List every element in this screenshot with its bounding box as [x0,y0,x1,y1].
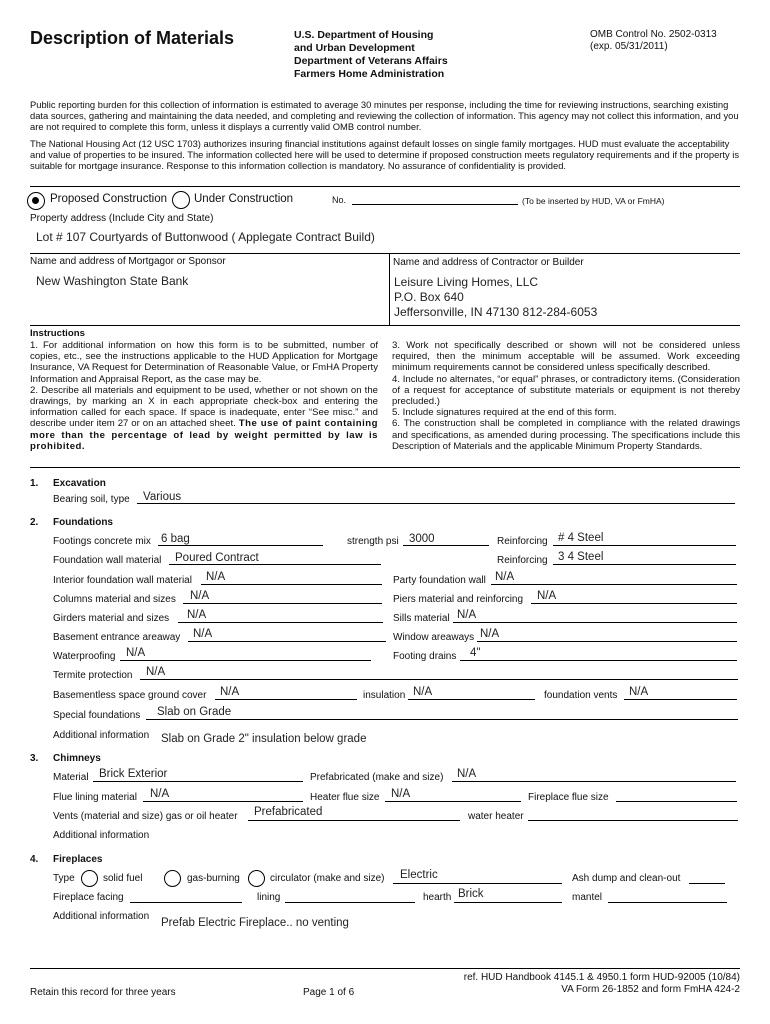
prefabricated-field[interactable]: N/A [457,768,477,780]
interior-wall-line [201,584,382,585]
gas-burning-label: gas-burning [187,873,240,884]
flue-lining-field[interactable]: N/A [150,788,170,800]
section-number: 1. [30,478,39,489]
instruction-item-text: 2. Describe all materials and equipment to be used, whether or not shown on the drawings, by marking an X in each appropriate check-box and entering the information called for each space. If space is inadequate, enter “See misc.” and describe under item 27 or on an attached sheet. [30,384,378,430]
piers-label: Piers material and reinforcing [393,594,524,605]
column-divider [389,253,390,325]
ground-cover-line [215,699,357,700]
reinforcing-label: Reinforcing [497,536,548,547]
form-reference-line: ref. HUD Handbook 4145.1 & 4950.1 form HUD-92005 (10/84) [463,972,740,983]
housing-act-statement: The National Housing Act (12 USC 1703) authorizes insuring financial institutions against default losses on single family mortgages. HUD must evaluate the acceptability and value of properties to be insured. The information collected here will be used to determine if proposed construction meets regulatory requirements and if the property is suitable for mortgage insurance. Response to this information collection is mandatory. No assurance of confidentiality is provided. [30,138,740,172]
page-number: Page 1 of 6 [303,987,355,998]
hearth-line [454,902,562,903]
termite-label: Termite protection [53,670,133,681]
case-no-note: (To be inserted by HUD, VA or FmHA) [522,196,665,206]
property-address-label: Property address (Include City and State) [30,213,214,224]
agency-line: Department of Veterans Affairs [294,55,448,67]
hearth-label: hearth [423,892,452,903]
property-address-field[interactable]: Lot # 107 Courtyards of Buttonwood ( Applegate Contract Build) [36,230,375,244]
section-title-excavation: Excavation [53,478,106,489]
gas-burning-checkbox[interactable] [164,870,181,887]
special-foundations-field[interactable]: Slab on Grade [157,706,232,718]
fireplace-facing-field[interactable] [130,902,242,903]
window-areaways-label: Window areaways [393,632,475,643]
foundation-wall-line [169,564,381,565]
chimneys-additional-label: Additional information [53,830,150,841]
fireplaces-additional-label: Additional information [53,911,150,922]
solid-fuel-checkbox[interactable] [81,870,98,887]
omb-block [590,29,717,53]
instructions-right [392,340,740,452]
columns-label: Columns material and sizes [53,594,176,605]
agency-line: U.S. Department of Housing [294,29,434,41]
ash-dump-field[interactable] [689,883,725,884]
fireplaces-additional-field[interactable]: Prefab Electric Fireplace.. no venting [161,917,349,929]
ground-cover-field[interactable]: N/A [220,686,240,698]
omb-expiration: (exp. 05/31/2011) [590,41,668,52]
entrance-areaway-label: Basement entrance areaway [53,632,181,643]
window-areaways-field[interactable]: N/A [480,628,500,640]
waterproofing-line [120,660,371,661]
case-no-label: No. [332,195,347,205]
bearing-soil-field[interactable]: Various [143,491,182,503]
foundation-vents-line [624,699,737,700]
foundations-additional-field[interactable]: Slab on Grade 2" insulation below grade [161,733,367,745]
contractor-field[interactable] [394,275,597,320]
waterproofing-label: Waterproofing [53,651,116,662]
form-reference-line: VA Form 26-1852 and form FmHA 424-2 [561,984,740,995]
entrance-areaway-field[interactable]: N/A [193,628,213,640]
agency-block [294,29,448,81]
fireplace-flue-label: Fireplace flue size [528,792,609,803]
proposed-construction-label: Proposed Construction [50,193,167,205]
heater-flue-field[interactable]: N/A [391,788,411,800]
interior-wall-label: Interior foundation wall material [53,575,192,586]
divider [30,325,740,326]
vents-field[interactable]: Prefabricated [254,806,323,818]
girders-label: Girders material and sizes [53,613,170,624]
foundation-wall-field[interactable]: Poured Contract [175,552,259,564]
under-construction-radio[interactable] [172,191,190,209]
prefabricated-label: Prefabricated (make and size) [310,772,444,783]
instruction-item [30,385,378,452]
foundations-additional-label: Additional information [53,730,150,741]
footing-drains-label: Footing drains [393,651,457,662]
instructions-left [30,340,378,452]
mortgagor-label: Name and address of Mortgagor or Sponsor [30,256,226,267]
instructions-heading: Instructions [30,328,85,339]
agency-line: and Urban Development [294,42,415,54]
water-heater-label: water heater [468,811,524,822]
girders-field[interactable]: N/A [187,609,207,621]
sills-label: Sills material [393,613,450,624]
girders-line [178,622,383,623]
special-foundations-line [146,719,738,720]
lining-label: lining [257,892,281,903]
footings-field[interactable]: 6 bag [161,533,190,545]
circulator-field[interactable]: Electric [400,869,438,881]
divider [30,253,740,254]
lining-field[interactable] [285,902,415,903]
mantel-field[interactable] [608,902,727,903]
termite-line [140,679,738,680]
reinforcing-field[interactable]: 3 4 Steel [558,551,604,563]
form-references [464,972,740,996]
lead-paint-warning: The use of paint containing more than the percentage of lead by weight permitted by law is prohibited. [30,418,379,452]
instruction-item: 6. The construction shall be completed in compliance with the related drawings and specifications, as amended during processing. The specifications include this Description of Materials and the applicable Minimum Property Standards. [392,418,740,452]
strength-label: strength psi [347,536,399,547]
omb-control-number: OMB Control No. 2502-0313 [590,29,717,40]
fireplace-facing-label: Fireplace facing [53,892,124,903]
instruction-item: 1. For additional information on how this form is to be submitted, number of copies, etc., see the instructions applicable to the HUD Application for Mortgage Insurance, VA Request for Determination of Reasonable Value, or FmHA Property Information and Appraisal Report, as the case may be. [30,340,378,385]
footer-divider [30,968,740,969]
reinforcing-line [553,545,736,546]
insulation-field[interactable]: N/A [413,686,433,698]
contractor-line: Leisure Living Homes, LLC [394,275,539,289]
bearing-soil-label: Bearing soil, type [53,494,130,505]
fireplace-type-label: Type [53,873,75,884]
termite-field[interactable]: N/A [146,666,166,678]
mortgagor-field[interactable]: New Washington State Bank [36,274,189,288]
sills-line [453,622,737,623]
insulation-label: insulation [363,690,406,701]
footing-drains-field[interactable]: 4" [470,647,481,659]
contractor-label: Name and address of Contractor or Builder [393,257,584,268]
footings-line [158,545,323,546]
solid-fuel-label: solid fuel [103,873,143,884]
reinforcing-label: Reinforcing [497,555,548,566]
vents-label: Vents (material and size) gas or oil heater [53,811,238,822]
instruction-item: 4. Include no alternates, “or equal” phrases, or contradictory items. (Consideration of a request for acceptance of substitute materials or equipment is not thereby precluded.) [392,373,740,408]
under-construction-label: Under Construction [194,193,294,205]
circulator-line [393,883,562,884]
sills-field[interactable]: N/A [457,609,477,621]
instruction-item: 3. Work not specifically described or shown will not be considered unless required, then the minimum acceptable will be assumed. Work exceeding minimum requirements cannot be considered unless specifically described. [392,340,740,374]
instruction-item: 5. Include signatures required at the end of this form. [392,407,617,419]
section-title-foundations: Foundations [53,517,113,528]
section-title-chimneys: Chimneys [53,753,101,764]
bearing-soil-line [137,503,735,504]
strength-field[interactable]: 3000 [409,533,435,545]
section-number: 4. [30,854,39,865]
agency-line: Farmers Home Administration [294,68,445,80]
circulator-label: circulator (make and size) [270,873,385,884]
section-number: 3. [30,753,39,764]
footings-label: Footings concrete mix [53,536,151,547]
fireplace-flue-field[interactable] [616,801,737,802]
columns-field[interactable]: N/A [190,590,210,602]
entrance-areaway-line [188,641,386,642]
circulator-checkbox[interactable] [248,870,265,887]
reinforcing-line [553,564,736,565]
contractor-line: Jeffersonville, IN 47130 812-284-6053 [394,305,598,319]
columns-line [183,603,382,604]
ash-dump-label: Ash dump and clean-out [572,873,681,884]
ground-cover-label: Basementless space ground cover [53,690,207,701]
flue-lining-label: Flue lining material [53,792,137,803]
heater-flue-line [385,801,521,802]
strength-line [403,545,489,546]
party-wall-field[interactable]: N/A [495,571,515,583]
piers-field[interactable]: N/A [537,590,557,602]
section-number: 2. [30,517,39,528]
vents-line [248,820,460,821]
piers-line [531,603,737,604]
chimney-material-line [93,781,303,782]
waterproofing-field[interactable]: N/A [126,647,146,659]
divider [30,186,740,187]
party-wall-line [491,584,737,585]
section-title-fireplaces: Fireplaces [53,854,103,865]
chimney-material-label: Material [53,772,89,783]
water-heater-field[interactable] [528,820,738,821]
chimney-material-field[interactable]: Brick Exterior [99,768,168,780]
interior-wall-field[interactable]: N/A [206,571,226,583]
special-foundations-label: Special foundations [53,710,141,721]
proposed-construction-radio[interactable] [27,192,45,210]
party-wall-label: Party foundation wall [393,575,486,586]
reinforcing-field[interactable]: # 4 Steel [558,532,604,544]
flue-lining-line [143,801,303,802]
divider [30,467,740,468]
foundation-vents-field[interactable]: N/A [629,686,649,698]
foundation-vents-label: foundation vents [544,690,618,701]
heater-flue-label: Heater flue size [310,792,380,803]
prefabricated-line [452,781,736,782]
contractor-line: P.O. Box 640 [394,290,464,304]
hearth-field[interactable]: Brick [458,888,484,900]
window-areaways-line [477,641,737,642]
insulation-line [408,699,535,700]
form-title: Description of Materials [30,28,235,48]
mantel-label: mantel [572,892,603,903]
burden-statement: Public reporting burden for this collection of information is estimated to average 30 minutes per response, including the time for reviewing instructions, searching existing data sources, gathering and maintaining the data needed, and completing and reviewing the collection of information. This agency may not collect this information, and you are not required to complete this form, unless it displays a currently valid OMB control number. [30,99,739,133]
retain-notice: Retain this record for three years [30,987,176,998]
footing-drains-line [460,660,737,661]
foundation-wall-label: Foundation wall material [53,555,162,566]
case-no-field[interactable] [352,204,518,205]
